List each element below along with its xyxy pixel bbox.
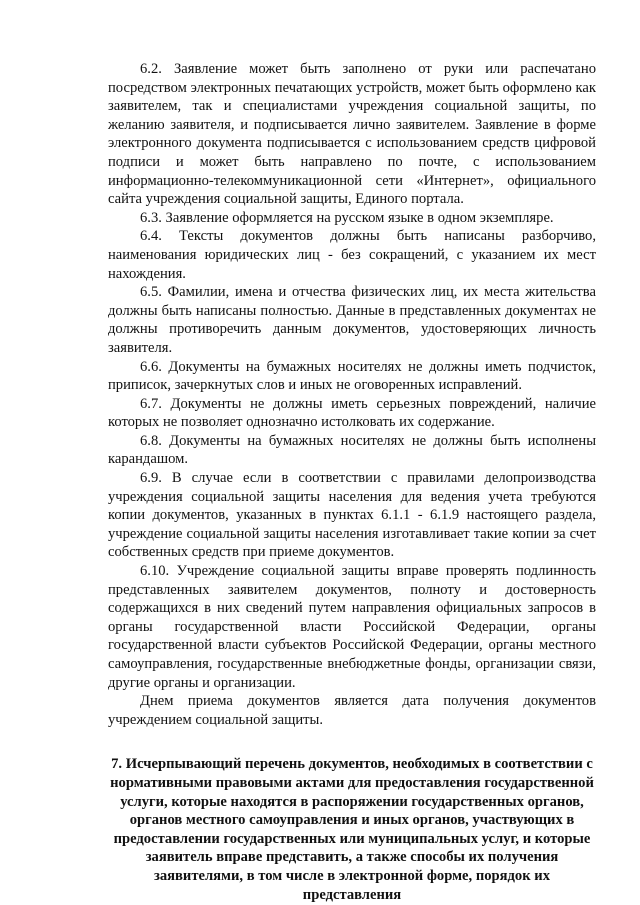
document-page	[108, 60, 596, 904]
section-7-heading: 7. Исчерпывающий перечень документов, необходимых в соответствии с нормативными правовыми актами для предоставления государственной услуги, которые находятся в распоряжении государственных органов, органов местного самоуправления и иных органов, участвующих в предоставлении государственных или муниципальных услуг, и которые заявитель вправе представить, а также способы их получения заявителями, в том числе в электронной форме, порядок их представления	[110, 756, 594, 903]
paragraph-acceptance-date: Днем приема документов является дата получения документов учреждением социальной защиты.	[108, 693, 596, 728]
paragraph-6-2: 6.2. Заявление может быть заполнено от руки или распечатано посредством электронных печатающих устройств, может быть оформлено как заявителем, так и специалистами учреждения социальной защиты, по желанию заявителя, и подписывается лично заявителем. Заявление в форме электронного документа подписывается с использованием средств цифровой подписи и может быть направлено по почте, с использованием информационно-телекоммуникационной сети «Интернет», официального сайта учреждения социальной защиты, Единого портала.	[108, 61, 596, 208]
paragraph-6-4: 6.4. Тексты документов должны быть написаны разборчиво, наименования юридических лиц - без сокращений, с указанием их мест нахождения.	[108, 228, 596, 282]
paragraph-6-9: 6.9. В случае если в соответствии с правилами делопроизводства учреждения социальной защиты населения для ведения учета требуются копии документов, указанных в пунктах 6.1.1 - 6.1.9 настоящего раздела, учреждение социальной защиты населения изготавливает такие копии за счет собственных средств при приеме документов.	[108, 470, 596, 561]
paragraph-6-10: 6.10. Учреждение социальной защиты вправе проверять подлинность представленных заявителем документов, полноту и достоверность содержащихся в них сведений путем направления официальных запросов в органы государственной власти Российской Федерации, органы государственной власти субъектов Российской Федерации, органы местного самоуправления, государственные внебюджетные фонды, организации связи, другие органы и организации.	[108, 563, 596, 691]
paragraph-6-6: 6.6. Документы на бумажных носителях не должны иметь подчисток, приписок, зачеркнутых слов и иных не оговоренных исправлений.	[108, 358, 596, 394]
paragraph-6-5: 6.5. Фамилии, имена и отчества физических лиц, их места жительства должны быть написаны полностью. Данные в представленных документах не должны противоречить данным документов, удостоверяющих личность заявителя.	[108, 284, 596, 356]
paragraph-6-8: 6.8. Документы на бумажных носителях не должны быть исполнены карандашом.	[108, 432, 596, 468]
paragraph-6-7: 6.7. Документы не должны иметь серьезных повреждений, наличие которых не позволяет однозначно истолковать их содержание.	[108, 395, 596, 431]
paragraph-6-3: 6.3. Заявление оформляется на русском языке в одном экземпляре.	[140, 209, 554, 226]
